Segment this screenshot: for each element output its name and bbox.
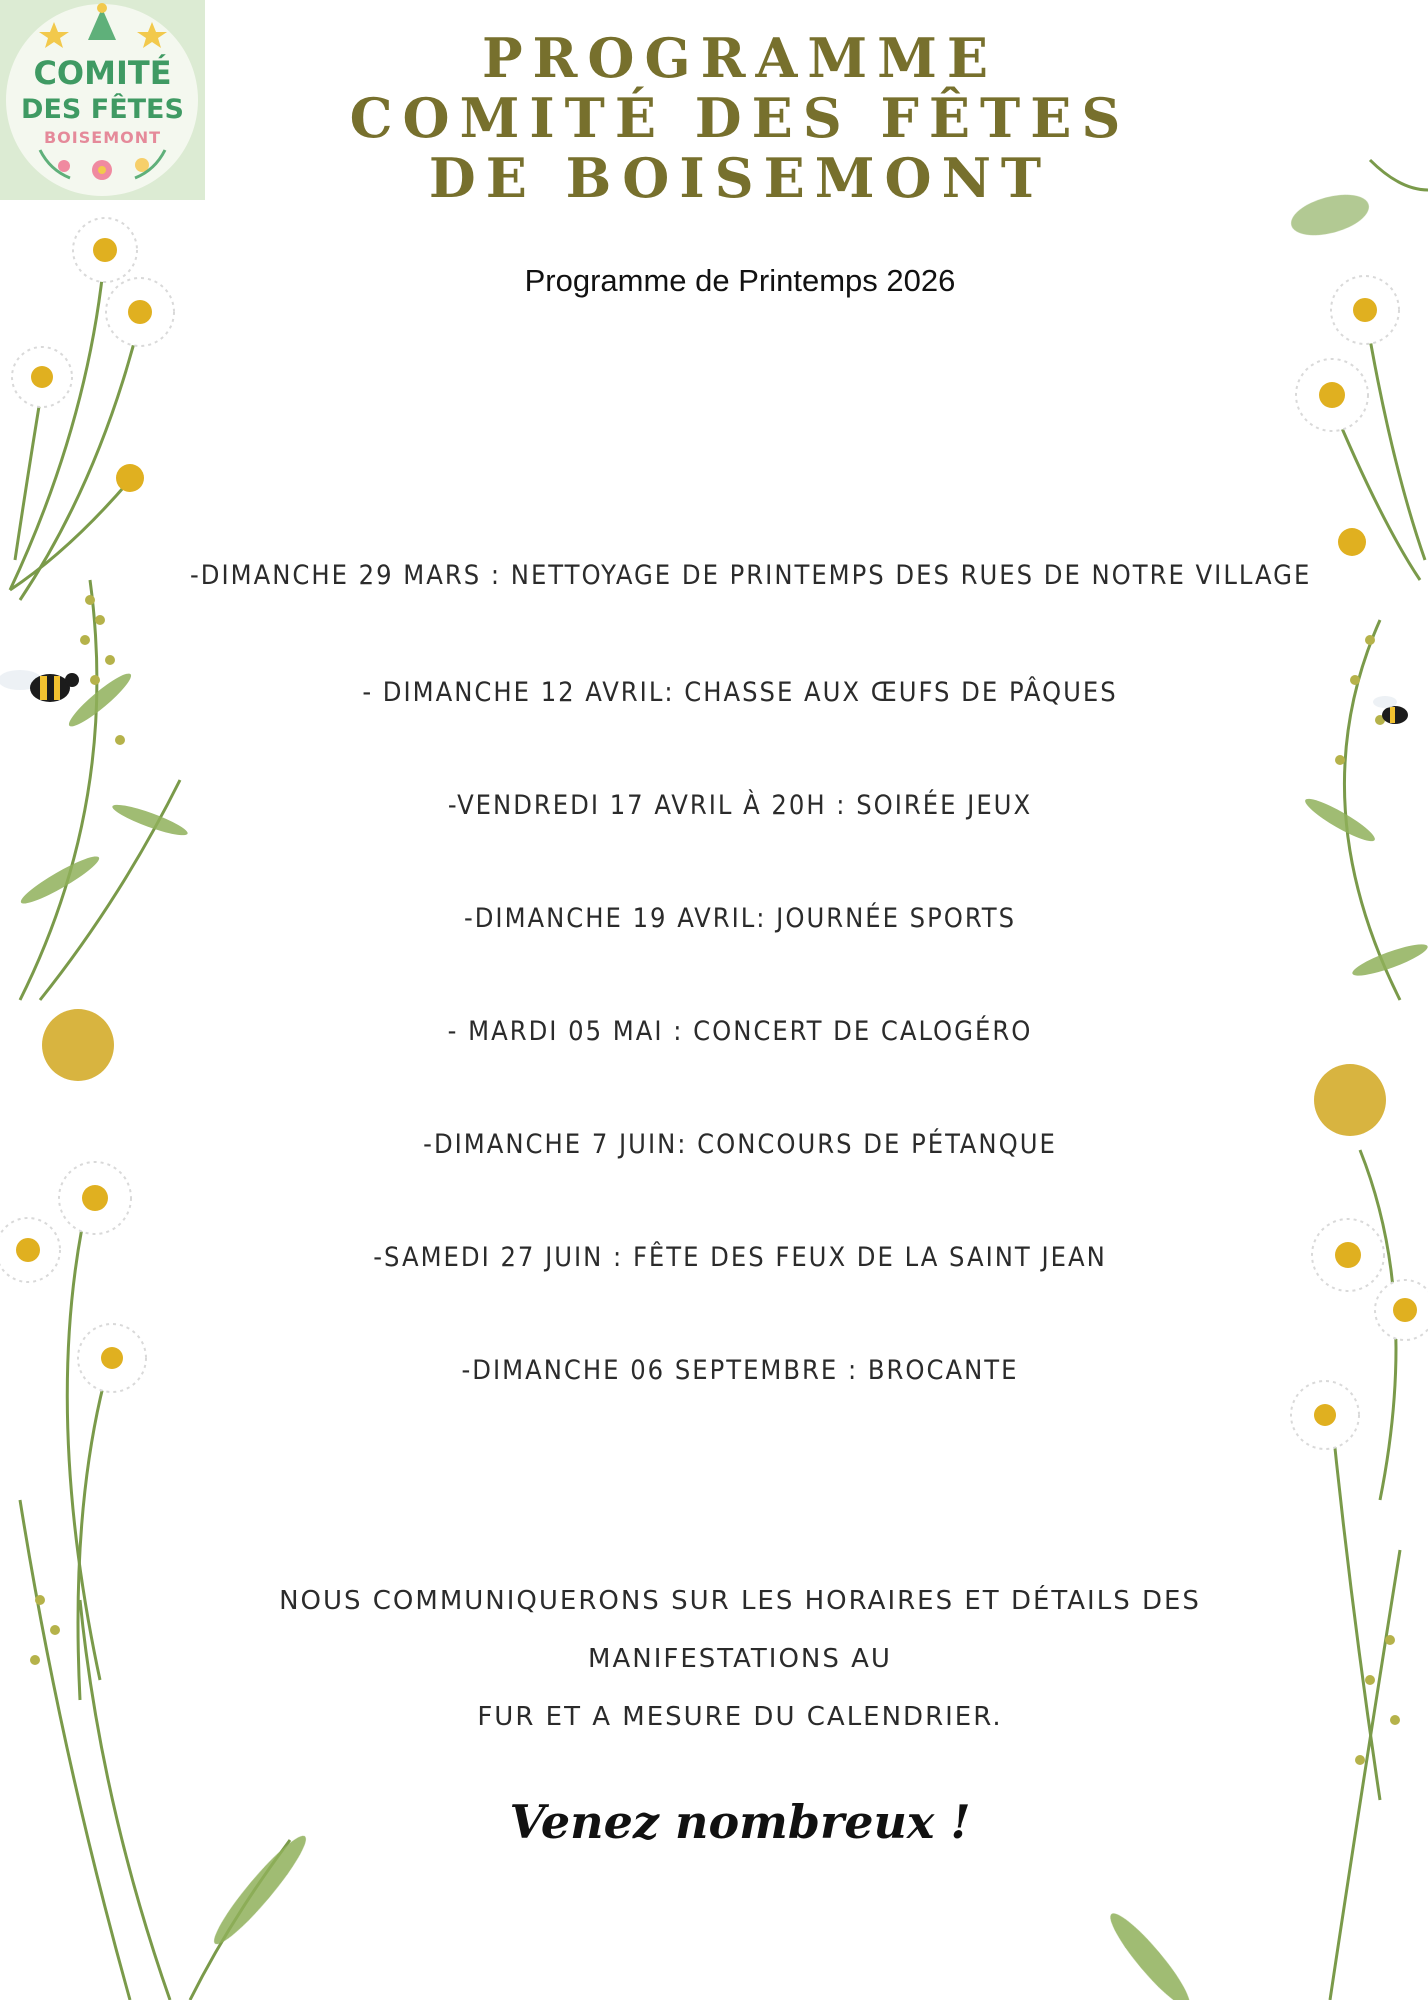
bee-left bbox=[0, 670, 79, 702]
event-item: - DIMANCHE 12 AVRIL: CHASSE AUX ŒUFS DE PÂQUES bbox=[362, 677, 1118, 708]
event-item: -DIMANCHE 06 SEPTEMBRE : BROCANTE bbox=[461, 1355, 1019, 1386]
title-line-2: COMITÉ DES FÊTES bbox=[349, 86, 1131, 150]
logo-text-line2: DES FÊTES bbox=[21, 94, 184, 125]
event-item: -DIMANCHE 19 AVRIL: JOURNÉE SPORTS bbox=[463, 903, 1017, 934]
event-item: -SAMEDI 27 JUIN : FÊTE DES FEUX DE LA SAINT JEAN bbox=[373, 1242, 1107, 1273]
notice-paragraph bbox=[180, 1572, 1300, 1746]
event-item: - MARDI 05 MAI : CONCERT DE CALOGÉRO bbox=[447, 1016, 1033, 1047]
page-title bbox=[300, 28, 1180, 208]
event-item: -VENDREDI 17 AVRIL À 20H : SOIRÉE JEUX bbox=[447, 790, 1033, 821]
notice-line-2: FUR ET A MESURE DU CALENDRIER. bbox=[477, 1702, 1003, 1732]
logo-text-line1: COMITÉ bbox=[33, 54, 172, 92]
event-item: -DIMANCHE 7 JUIN: CONCOURS DE PÉTANQUE bbox=[423, 1129, 1057, 1160]
title-line-1: PROGRAMME bbox=[481, 26, 999, 90]
subtitle: Programme de Printemps 2026 bbox=[524, 263, 956, 298]
closing-message: Venez nombreux ! bbox=[509, 1795, 971, 1849]
title-line-3: DE BOISEMONT bbox=[428, 146, 1052, 210]
event-item: -DIMANCHE 29 MARS : NETTOYAGE DE PRINTEMPS DES RUES DE NOTRE VILLAGE bbox=[190, 560, 1312, 591]
logo-text-line3: BOISEMONT bbox=[43, 128, 162, 147]
notice-line-1: NOUS COMMUNIQUERONS SUR LES HORAIRES ET DÉTAILS DES MANIFESTATIONS AU bbox=[279, 1586, 1201, 1674]
